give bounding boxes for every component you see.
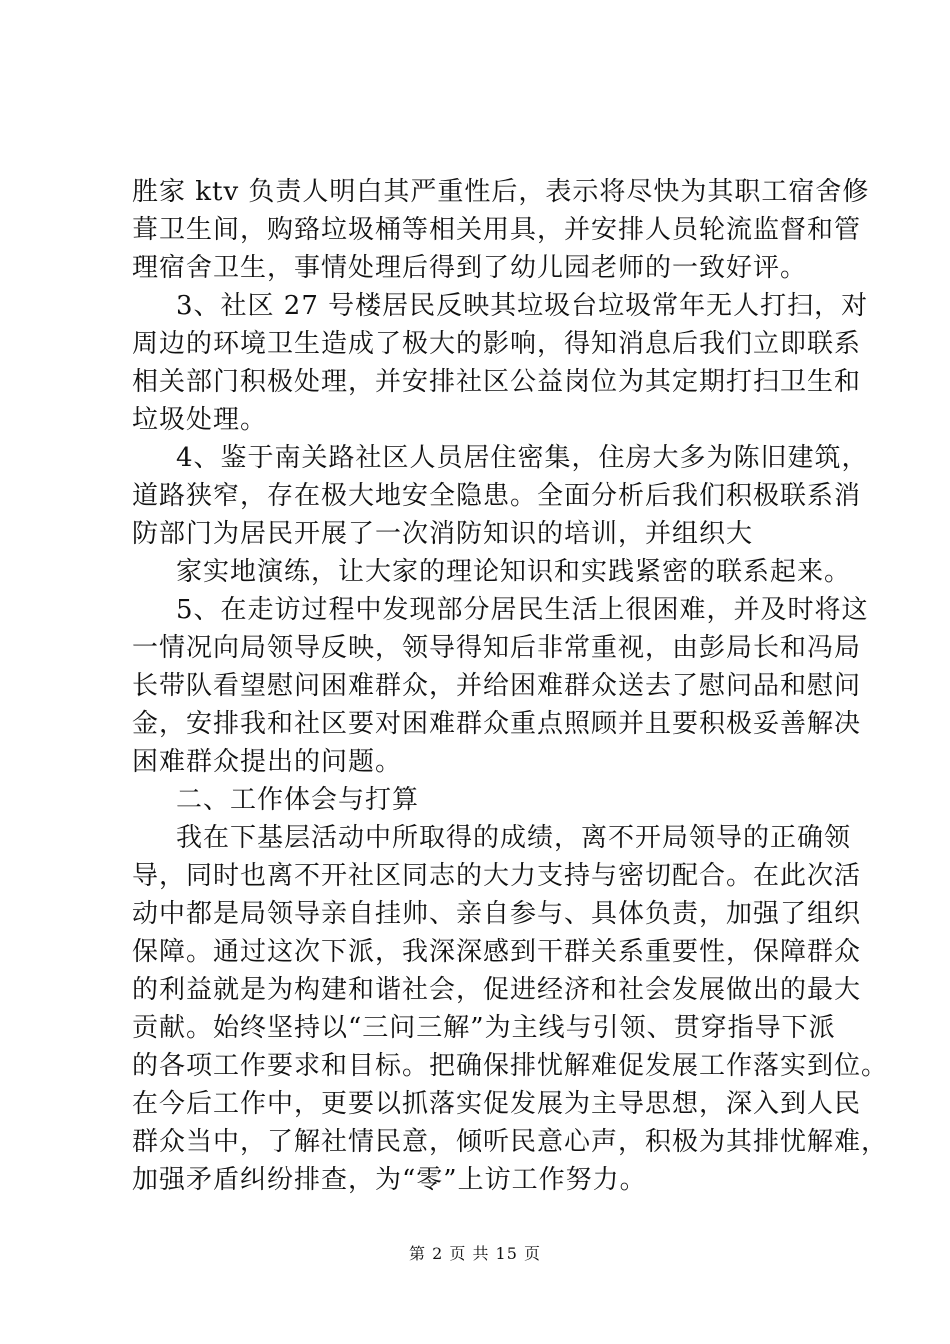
text-line: 金，安排我和社区要对困难群众重点照顾并且要积极妥善解决 <box>132 709 862 739</box>
text-line: 在今后工作中，更要以抓落实促发展为主导思想，深入到人民 <box>132 1089 862 1119</box>
text-line: 4、鉴于南关路社区人员居住密集，住房大多为陈旧建筑， <box>176 443 869 473</box>
text-line: 相关部门积极处理，并安排社区公益岗位为其定期打扫卫生和 <box>132 367 862 397</box>
text-line: 道路狭窄，存在极大地安全隐患。全面分析后我们积极联系消 <box>132 481 862 511</box>
text-line: 保障。通过这次下派，我深深感到干群关系重要性，保障群众 <box>132 937 862 967</box>
text-line: 加强矛盾纠纷排查，为“零”上访工作努力。 <box>132 1165 647 1195</box>
text-line: 胜家 ktv 负责人明白其严重性后，表示将尽快为其职工宿舍修 <box>132 177 870 207</box>
text-line: 3、社区 27 号楼居民反映其垃圾台垃圾常年无人打扫，对 <box>176 291 869 321</box>
text-line: 的各项工作要求和目标。把确保排忧解难促发展工作落实到位。 <box>132 1051 889 1081</box>
text-line: 5、在走访过程中发现部分居民生活上很困难，并及时将这 <box>176 595 869 625</box>
text-line: 贡献。始终坚持以“三问三解”为主线与引领、贯穿指导下派 <box>132 1013 836 1043</box>
text-line: 导，同时也离不开社区同志的大力支持与密切配合。在此次活 <box>132 861 862 891</box>
text-line: 垃圾处理。 <box>132 405 268 435</box>
text-line: 防部门为居民开展了一次消防知识的培训，并组织大 <box>132 519 754 549</box>
text-line: 一情况向局领导反映，领导得知后非常重视，由彭局长和冯局 <box>132 633 862 663</box>
text-line: 周边的环境卫生造成了极大的影响，得知消息后我们立即联系 <box>132 329 862 359</box>
text-line: 长带队看望慰问困难群众，并给困难群众送去了慰问品和慰问 <box>132 671 862 701</box>
text-line: 理宿舍卫生，事情处理后得到了幼儿园老师的一致好评。 <box>132 253 808 283</box>
section-heading: 二、工作体会与打算 <box>176 785 420 815</box>
text-line: 葺卫生间，购臵垃圾桶等相关用具，并安排人员轮流监督和管 <box>132 215 862 245</box>
text-line: 家实地演练，让大家的理论知识和实践紧密的联系起来。 <box>176 557 852 587</box>
text-line: 的利益就是为构建和谐社会，促进经济和社会发展做出的最大 <box>132 975 862 1005</box>
text-line: 群众当中，了解社情民意，倾听民意心声，积极为其排忧解难， <box>132 1127 889 1157</box>
text-line: 困难群众提出的问题。 <box>132 747 403 777</box>
text-line: 动中都是局领导亲自挂帅、亲自参与、具体负责，加强了组织 <box>132 899 862 929</box>
page-footer: 第 2 页 共 15 页 <box>409 1244 541 1263</box>
text-line: 我在下基层活动中所取得的成绩，离不开局领导的正确领 <box>176 823 852 853</box>
